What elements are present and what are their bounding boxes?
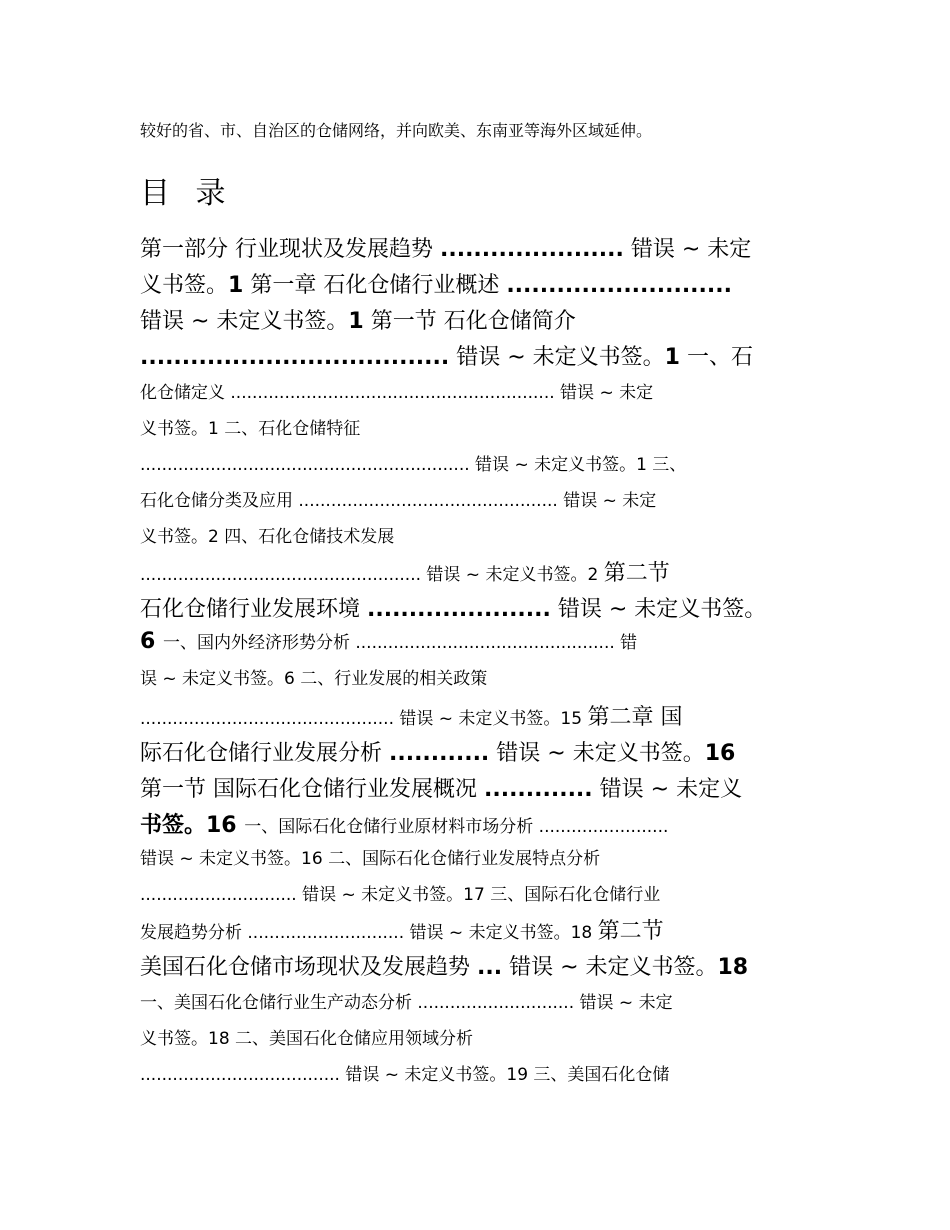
intro-paragraph: 较好的省、市、自治区的仓储网络，并向欧美、东南亚等海外区域延伸。 [140,121,653,140]
toc-line-part: ............................................... 错误 ~ 未定义书签。15 [140,709,588,729]
toc-line [140,628,637,654]
toc-line: 第一节 国际石化仓储行业发展概况 ............. 错误 ~ 未定义 [140,777,743,802]
toc-line: ..................................... 错误 ~ 未定义书签。19 三、美国石化仓储 [140,1065,670,1085]
toc-line: ............................. 错误 ~ 未定义书签。17 三、国际石化仓储行业 [140,885,661,905]
toc-line [140,808,668,839]
toc-line: ..................................... 错误 ~ 未定义书签。1 一、石 [140,345,753,370]
toc-line: 石化仓储行业发展环境 ...................... 错误 ~ 未定义书签。 [140,597,767,622]
toc-line [140,556,670,587]
toc-line: ............................................................. 错误 ~ 未定义书签。1 三、 [140,455,687,475]
toc-line [140,700,682,731]
toc-line [140,914,664,945]
toc-heading: 目 录 [140,176,234,211]
toc-line: 义书签。1 二、石化仓储特征 [140,419,361,439]
toc-line: 美国石化仓储市场现状及发展趋势 ... 错误 ~ 未定义书签。18 [140,955,749,980]
toc-line: 误 ~ 未定义书签。6 二、行业发展的相关政策 [140,669,488,689]
toc-line-part: 第二节 [597,919,664,944]
toc-line: 一、美国石化仓储行业生产动态分析 ............................. 错误 ~ 未定 [140,993,673,1013]
toc-line-part: 发展趋势分析 ............................. 错误 ~ 未定义书签。18 [140,923,598,943]
toc-line: 石化仓储分类及应用 ................................................ 错误 ~ 未定 [140,491,657,511]
toc-line-part: 第二章 国 [587,705,683,730]
toc-line-part: 6 [140,629,163,654]
toc-line: 义书签。1 第一章 石化仓储行业概述 ........................... [140,273,732,298]
toc-line: 际石化仓储行业发展分析 ............ 错误 ~ 未定义书签。16 [140,741,736,766]
toc-line-part: 一、国内外经济形势分析 ................................................ 错 [162,633,638,653]
toc-line-part: .................................................... 错误 ~ 未定义书签。2 [140,565,604,585]
toc-line: 义书签。2 四、石化仓储技术发展 [140,527,395,547]
toc-line-part: 书签。16 [140,813,245,838]
toc-line: 错误 ~ 未定义书签。16 二、国际石化仓储行业发展特点分析 [140,849,601,869]
toc-line-part: 一、国际石化仓储行业原材料市场分析 ........................ [244,817,669,837]
toc-line: 化仓储定义 ............................................................ 错误 ~ 未定 [140,383,654,403]
toc-line: 错误 ~ 未定义书签。1 第一节 石化仓储简介 [140,309,576,334]
toc-line-part: 第二节 [603,561,670,586]
toc-line: 义书签。18 二、美国石化仓储应用领域分析 [140,1029,474,1049]
toc-line: 第一部分 行业现状及发展趋势 ...................... 错误 ~ 未定 [140,237,752,262]
